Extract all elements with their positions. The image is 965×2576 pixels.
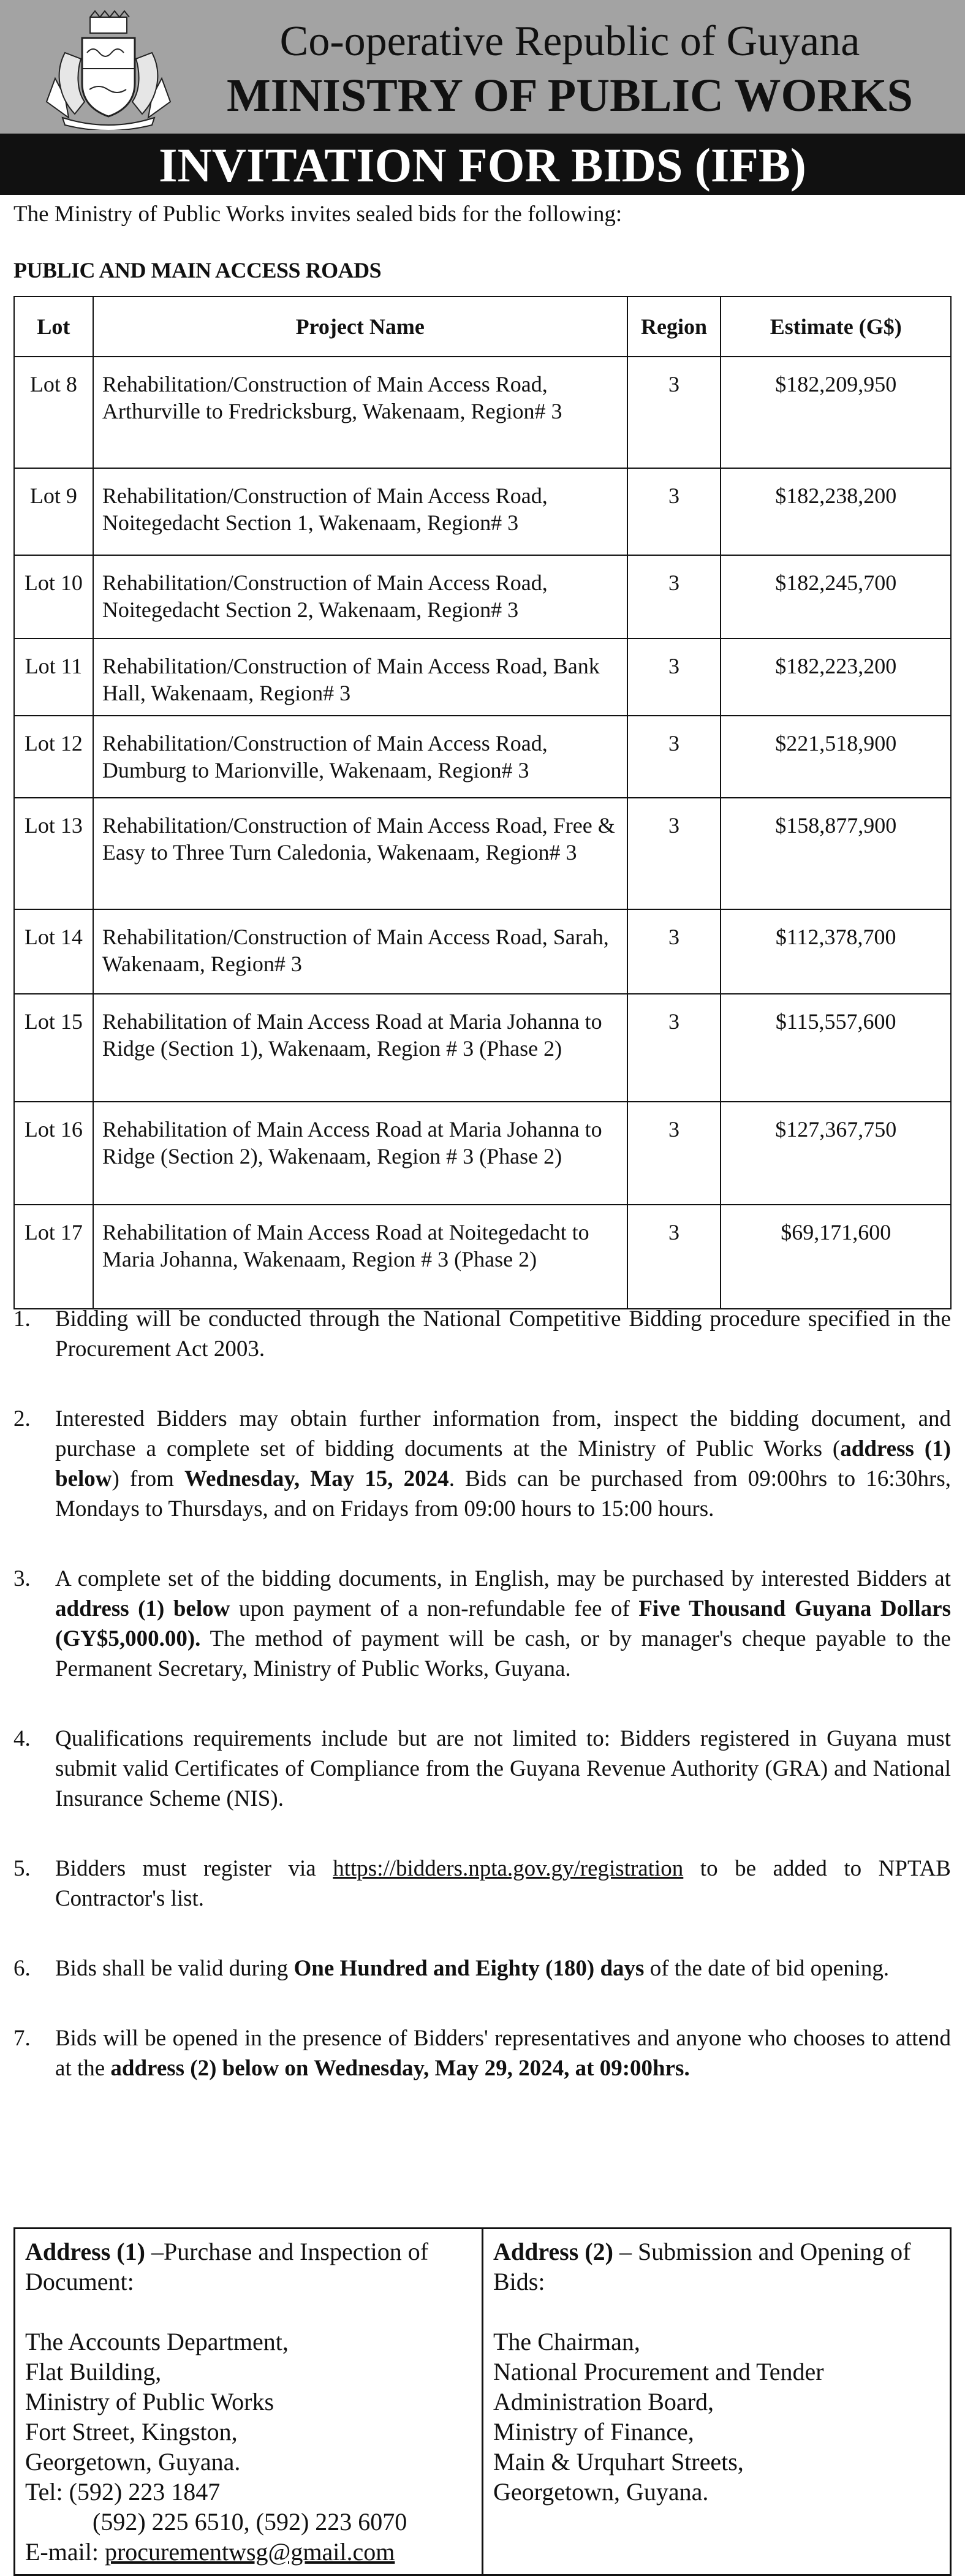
table-row (14, 716, 951, 798)
term-emphasis: address (1) below (55, 1596, 230, 1621)
table-row (14, 1102, 951, 1205)
term-emphasis: Wednesday, May 15, 2024 (184, 1466, 449, 1491)
term-text: The method of payment will be cash, or by manager's cheque payable to the Permanent Secretary, Ministry of Public Works, Guyana. (55, 1626, 951, 1681)
registration-link[interactable]: https://bidders.npta.gov.gy/registration (333, 1856, 684, 1881)
address-line: Ministry of Public Works (25, 2388, 274, 2415)
header-region: Region (627, 297, 721, 357)
lot-cell: Lot 9 (14, 468, 93, 555)
term-number: 4. (13, 1726, 31, 1751)
address-line: Fort Street, Kingston, (25, 2418, 238, 2445)
term-2 (13, 1404, 951, 1524)
email-line (25, 2537, 472, 2567)
estimate-cell: $182,238,200 (721, 468, 951, 555)
table-row (14, 798, 951, 909)
telephone-line: Tel: (592) 223 1847 (25, 2478, 221, 2506)
header-project-name: Project Name (93, 297, 627, 357)
address-1-title (25, 2237, 472, 2297)
ministry-name: MINISTRY OF PUBLIC WORKS (227, 70, 913, 121)
email-label: E-mail: (25, 2538, 105, 2566)
region-cell: 3 (627, 1205, 721, 1309)
lot-cell: Lot 11 (14, 638, 93, 716)
lot-cell: Lot 16 (14, 1102, 93, 1205)
term-number: 5. (13, 1856, 31, 1881)
region-cell: 3 (627, 555, 721, 638)
term-number: 1. (13, 1306, 31, 1332)
term-5 (13, 1854, 951, 1914)
address-line: Georgetown, Guyana. (493, 2478, 709, 2506)
address-line: National Procurement and Tender Administration Board, (493, 2358, 824, 2415)
region-cell: 3 (627, 798, 721, 909)
lot-cell: Lot 13 (14, 798, 93, 909)
estimate-cell: $182,223,200 (721, 638, 951, 716)
term-text: Bidders must register via (55, 1856, 333, 1881)
spacer (25, 2297, 472, 2327)
region-cell: 3 (627, 468, 721, 555)
project-cell: Rehabilitation/Construction of Main Access Road, Free & Easy to Three Turn Caledonia, Wakenaam, Region# 3 (93, 798, 627, 909)
estimate-cell: $182,245,700 (721, 555, 951, 638)
spacer (493, 2297, 940, 2327)
lots-table (13, 296, 952, 1309)
term-3 (13, 1564, 951, 1684)
page-title: INVITATION FOR BIDS (IFB) (0, 136, 965, 195)
estimate-cell: $182,209,950 (721, 357, 951, 468)
table-row (14, 1205, 951, 1309)
email-link[interactable]: procurementwsg@gmail.com (104, 2538, 395, 2566)
term-text: upon payment of a non-refundable fee of (230, 1596, 639, 1621)
region-cell: 3 (627, 357, 721, 468)
lot-cell: Lot 8 (14, 357, 93, 468)
telephone-line: (592) 225 6510, (592) 223 6070 (93, 2508, 407, 2536)
term-text: A complete set of the bidding documents, in English, may be purchased by interested Bidders at (55, 1566, 951, 1591)
address-1-title-rest: –Purchase and Inspection of Document: (25, 2238, 429, 2295)
header-lot: Lot (14, 297, 93, 357)
term-number: 2. (13, 1406, 31, 1431)
intro-text: The Ministry of Public Works invites sealed bids for the following: (13, 202, 623, 227)
term-6 (13, 1953, 951, 1983)
estimate-cell: $127,367,750 (721, 1102, 951, 1205)
address-2-title (493, 2237, 940, 2297)
project-cell: Rehabilitation of Main Access Road at Maria Johanna to Ridge (Section 1), Wakenaam, Region # 3 (Phase 2) (93, 994, 627, 1102)
term-text: Bids will be opened in the presence of Bidders' representatives and anyone who chooses to attend at the (55, 2026, 951, 2081)
address-line: Georgetown, Guyana. (25, 2448, 241, 2476)
region-cell: 3 (627, 1102, 721, 1205)
masthead (0, 0, 965, 136)
address-line: Flat Building, (25, 2358, 162, 2385)
term-4 (13, 1724, 951, 1814)
term-emphasis: address (2) below on Wednesday, May 29, 2024, at 09:00hrs. (110, 2056, 690, 2081)
term-text: Bidding will be conducted through the National Competitive Bidding procedure specified in the Procurement Act 2003. (55, 1306, 951, 1362)
term-text: Bids shall be valid during (55, 1956, 294, 1981)
address-row (15, 2229, 951, 2575)
estimate-cell: $221,518,900 (721, 716, 951, 798)
address-table (13, 2227, 952, 2576)
project-cell: Rehabilitation/Construction of Main Access Road, Sarah, Wakenaam, Region# 3 (93, 909, 627, 994)
project-cell: Rehabilitation of Main Access Road at Noitegedacht to Maria Johanna, Wakenaam, Region # 3 (Phase 2) (93, 1205, 627, 1309)
project-cell: Rehabilitation/Construction of Main Access Road, Noitegedacht Section 2, Wakenaam, Region# 3 (93, 555, 627, 638)
estimate-cell: $112,378,700 (721, 909, 951, 994)
coat-of-arms-icon (44, 10, 173, 130)
address-1-label: Address (1) (25, 2238, 145, 2265)
term-1 (13, 1304, 951, 1364)
table-header-row (14, 297, 951, 357)
term-7 (13, 2023, 951, 2083)
term-emphasis: One Hundred and Eighty (180) days (293, 1956, 645, 1981)
address-line: The Chairman, (493, 2328, 640, 2355)
section-title: PUBLIC AND MAIN ACCESS ROADS (13, 258, 382, 282)
estimate-cell: $115,557,600 (721, 994, 951, 1102)
term-text: . Bids can be purchased from 09:00hrs to 16:30hrs, Mondays to Thursdays, and on Fridays from 09:00 hours to 15:00 hours. (55, 1466, 951, 1521)
table-row (14, 909, 951, 994)
project-cell: Rehabilitation/Construction of Main Access Road, Arthurville to Fredricksburg, Wakenaam, Region# 3 (93, 357, 627, 468)
term-text: to be added to NPTAB Contractor's list. (55, 1856, 951, 1911)
term-emphasis: Five Thousand Guyana Dollars (GY$5,000.00). (55, 1596, 952, 1651)
address-line: The Accounts Department, (25, 2328, 289, 2355)
term-text: ) from (112, 1466, 184, 1491)
region-cell: 3 (627, 994, 721, 1102)
term-number: 3. (13, 1566, 31, 1591)
address-1-cell (15, 2229, 483, 2575)
table-row (14, 638, 951, 716)
region-cell: 3 (627, 909, 721, 994)
address-2-title-rest: – Submission and Opening of Bids: (493, 2238, 911, 2295)
term-emphasis: address (1) below (55, 1436, 951, 1491)
lot-cell: Lot 10 (14, 555, 93, 638)
project-cell: Rehabilitation of Main Access Road at Maria Johanna to Ridge (Section 2), Wakenaam, Region # 3 (Phase 2) (93, 1102, 627, 1205)
term-number: 7. (13, 2026, 31, 2051)
term-text: of the date of bid opening. (644, 1956, 890, 1981)
lot-cell: Lot 17 (14, 1205, 93, 1309)
table-row (14, 994, 951, 1102)
project-cell: Rehabilitation/Construction of Main Access Road, Dumburg to Marionville, Wakenaam, Region# 3 (93, 716, 627, 798)
lot-cell: Lot 15 (14, 994, 93, 1102)
table-row (14, 357, 951, 468)
address-line: Main & Urquhart Streets, (493, 2448, 744, 2476)
region-cell: 3 (627, 638, 721, 716)
address-line: Ministry of Finance, (493, 2418, 694, 2445)
table-row (14, 555, 951, 638)
term-text: Interested Bidders may obtain further information from, inspect the bidding document, and purchase a complete set of bidding documents at the Ministry of Public Works ( (55, 1406, 951, 1461)
address-2-label: Address (2) (493, 2238, 613, 2265)
table-row (14, 468, 951, 555)
region-cell: 3 (627, 716, 721, 798)
estimate-cell: $69,171,600 (721, 1205, 951, 1309)
country-name: Co-operative Republic of Guyana (279, 18, 860, 65)
project-cell: Rehabilitation/Construction of Main Access Road, Bank Hall, Wakenaam, Region# 3 (93, 638, 627, 716)
header-estimate: Estimate (G$) (721, 297, 951, 357)
term-text: Qualifications requirements include but are not limited to: Bidders registered in Guyana must submit valid Certificates of Compliance from the Guyana Revenue Authority (GRA) and National Insurance Scheme (NIS). (55, 1726, 951, 1811)
project-cell: Rehabilitation/Construction of Main Access Road, Noitegedacht Section 1, Wakenaam, Region# 3 (93, 468, 627, 555)
lot-cell: Lot 14 (14, 909, 93, 994)
bid-terms (13, 1304, 951, 2083)
term-number: 6. (13, 1956, 31, 1981)
lot-cell: Lot 12 (14, 716, 93, 798)
estimate-cell: $158,877,900 (721, 798, 951, 909)
address-2-cell (483, 2229, 951, 2575)
